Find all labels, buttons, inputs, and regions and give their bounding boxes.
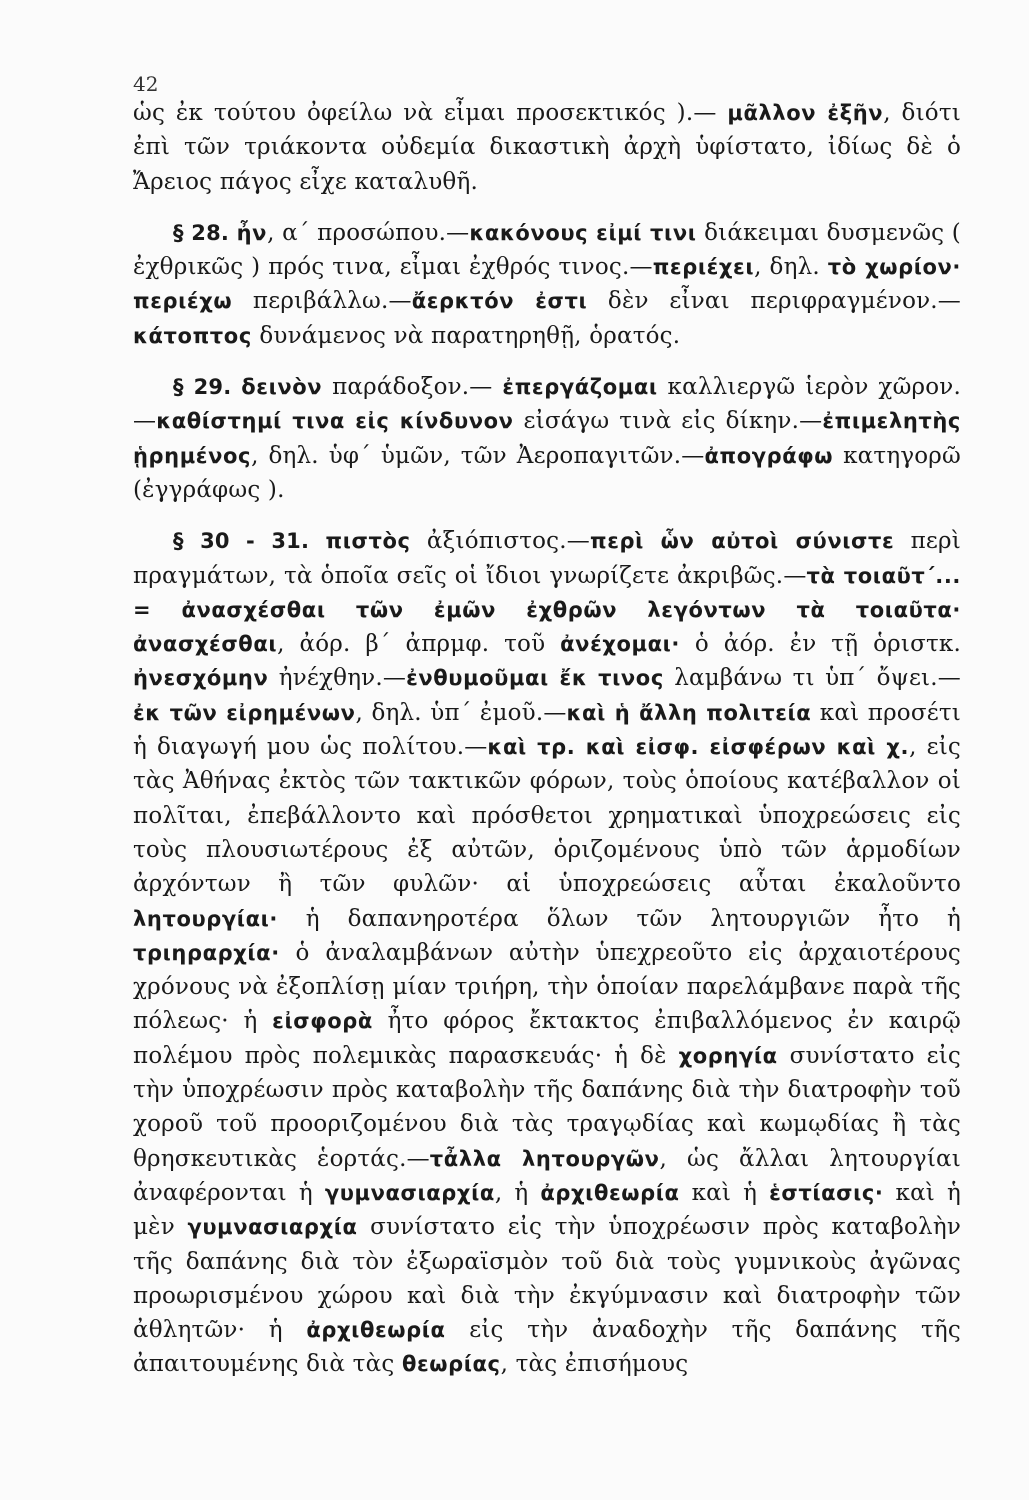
gloss-text: , ἀόρ. β΄ ἀπρμφ. τοῦ xyxy=(277,631,561,658)
gloss-text: , α΄ προσώπου.— xyxy=(267,219,470,246)
gloss-text: ἦτο φόρος ἔκτακτος ἐπιβαλλόμενος ἐν καιρῷ πολέμου πρὸς πολεμικὰς παρασκευάς· ἡ δὲ xyxy=(133,1008,962,1069)
gloss-text: ἡ δαπανηροτέρα ὅλων τῶν λητουργιῶν ἦτο ἡ xyxy=(277,905,961,932)
lemma-term: ἀπογράφω xyxy=(704,443,834,468)
section-number: § 30 - 31. xyxy=(173,529,326,554)
gloss-text: εἰς τὴν ἀναδοχὴν τῆς δαπάνης τῆς ἀπαιτουμένης διὰ τὰς xyxy=(133,1317,961,1378)
lemma-term: ἀνέχομαι· xyxy=(560,632,680,657)
gloss-text: , διότι ἐπὶ τῶν τριάκοντα οὐδεμία δικαστικὴ ἀρχὴ ὑφίστατο, ἰδίως δὲ ὁ Ἄρειος πάγος εἶχε καταλυθῆ. xyxy=(133,100,961,195)
lemma-term: καθίστημί τινα εἰς κίνδυνον xyxy=(156,409,514,434)
paragraph-sec-29 xyxy=(133,370,961,507)
gloss-text: περὶ πραγμάτων, τὰ ὁποῖα σεῖς οἱ ἴδιοι γνωρίζετε ἀκριβῶς.— xyxy=(133,528,961,589)
lemma-term: ἐπιμελητὴς ᾑρημένος xyxy=(133,409,961,468)
gloss-text: , εἰς τὰς Ἀθήνας ἐκτὸς τῶν τακτικῶν φόρων, τοὺς ὁποίους κατέβαλλον οἱ πολῖται, ἐπεβάλλοντο καὶ πρόσθετοι χρηματικαὶ ὑποχρεώσεις εἰς τοὺς πλουσιωτέρους ἐξ αὐτῶν, ὁριζομένους ὑπὸ τῶν ἁρμοδίων ἀρχόντων ἢ τῶν φυλῶν· αἱ ὑποχρεώσεις αὗται ἐκαλοῦντο xyxy=(133,734,961,898)
lemma-term: κακόνους εἰμί τινι xyxy=(469,220,697,245)
gloss-text: ὁ ἀόρ. ἐν τῇ ὁριστκ. xyxy=(680,631,961,658)
section-number: § 28. xyxy=(173,220,237,245)
gloss-text: ἠνέχθην.— xyxy=(268,665,407,692)
gloss-text: καὶ ἡ xyxy=(679,1179,770,1206)
lemma-term: καὶ τρ. καὶ εἰσφ. εἰσφέρων καὶ χ. xyxy=(487,735,910,760)
lemma-term: ἐνθυμοῦμαι ἔκ τινος xyxy=(406,666,664,691)
gloss-text: συνίστατο εἰς τὴν ὑποχρέωσιν πρὸς καταβολὴν τῆς δαπάνης διὰ τὸν ἐξωραϊσμὸν τοῦ διὰ τοὺς γυμνικοὺς ἀγῶνας προωρισμένου χώρου καὶ διὰ τὴν ἐκγύμνασιν καὶ διατροφὴν τῶν ἀθλητῶν· ἡ xyxy=(133,1214,962,1344)
lemma-term: λητουργίαι· xyxy=(133,906,278,931)
lemma-term: κάτοπτος xyxy=(133,323,252,348)
lemma-term: ἄερκτόν ἐστι xyxy=(411,289,588,314)
lemma-term: δεινὸν xyxy=(241,375,323,400)
lemma-term: καὶ ἡ ἄλλη πολιτεία xyxy=(566,700,812,725)
paragraph-sec-28 xyxy=(133,216,961,353)
gloss-text: ἀξιόπιστος.— xyxy=(410,528,590,555)
gloss-text: συνίστατο εἰς τὴν ὑποχρέωσιν πρὸς καταβολὴν τῆς δαπάνης διὰ τὴν διατροφὴν τοῦ χοροῦ τοῦ προοριζομένου διὰ τὰς τραγῳδίας καὶ κωμῳδίας ἢ τὰς θρησκευτικὰς ἑορτάς.— xyxy=(133,1042,961,1172)
lemma-term: ἐπεργάζομαι xyxy=(502,375,658,400)
lemma-term: πιστὸς xyxy=(325,529,411,554)
gloss-text: δυνάμενος νὰ παρατηρηθῇ, ὁρατός. xyxy=(251,322,681,349)
gloss-text: , ὡς ἄλλαι λητουργίαι ἀναφέρονται ἡ xyxy=(133,1145,961,1206)
lemma-term: τριηραρχία· xyxy=(133,940,280,965)
lemma-term: ἀρχιθεωρία xyxy=(540,1180,680,1205)
lemma-term: χορηγία xyxy=(678,1043,778,1068)
lemma-term: ἐκ τῶν εἰρημένων xyxy=(133,700,356,725)
lemma-term: περὶ ὧν αὐτοὶ σύνιστε xyxy=(589,529,895,554)
lemma-term: εἰσφορὰ xyxy=(272,1009,373,1034)
gloss-text: καὶ προσέτι ἡ διαγωγή μου ὡς πολίτου.— xyxy=(133,699,961,761)
section-number: § 29. xyxy=(173,375,242,400)
lemma-term: γυμνασιαρχία xyxy=(324,1180,495,1205)
page-number: 42 xyxy=(133,72,159,96)
gloss-text: διάκειμαι δυσμενῶς ( ἐχθρικῶς ) πρός τινα, εἶμαι ἐχθρός τινος.— xyxy=(133,219,961,281)
gloss-text: παράδοξον.— xyxy=(322,374,503,401)
lemma-term: ἑστίασις· xyxy=(769,1180,884,1205)
gloss-text: , δηλ. ὑπ΄ ἐμοῦ.— xyxy=(355,699,567,726)
lemma-term: ἠνεσχόμην xyxy=(133,666,269,691)
lemma-term: περιέχει xyxy=(652,255,755,280)
paragraph-sec-30-31 xyxy=(133,524,961,1381)
commentary-text xyxy=(133,96,961,1382)
gloss-text: κατηγορῶ (ἐγγράφως ). xyxy=(133,442,961,503)
gloss-text: , ἡ xyxy=(494,1179,541,1206)
lemma-term: θεωρίας xyxy=(401,1352,501,1377)
lemma-term: γυμνασιαρχία xyxy=(187,1215,358,1240)
gloss-text: καλλιεργῶ ἱερὸν χῶρον.— xyxy=(133,374,961,435)
gloss-text: περιβάλλω.— xyxy=(232,288,412,315)
lemma-term: ἦν xyxy=(236,220,268,245)
gloss-text: ὁ ἀναλαμβάνων αὐτὴν ὑπεχρεοῦτο εἰς ἀρχαιοτέρους χρόνους νὰ ἐξοπλίσῃ μίαν τριήρη, τὴν ὁποίαν παρελάμβανε παρὰ τῆς πόλεως· ἡ xyxy=(133,939,961,1035)
lemma-term: τὸ χωρίον· περιέχω xyxy=(133,255,961,314)
lemma-term: ἀρχιθεωρία xyxy=(306,1318,446,1343)
lemma-term: μᾶλλον ἐξῆν xyxy=(727,101,884,125)
gloss-text: , τὰς ἐπισήμους xyxy=(500,1351,689,1378)
gloss-text: καὶ ἡ μὲν xyxy=(133,1179,961,1241)
gloss-text: εἰσάγω τινὰ εἰς δίκην.— xyxy=(513,408,823,435)
gloss-text: ὡς ἐκ τούτου ὀφείλω νὰ εἶμαι προσεκτικός ).— xyxy=(133,100,728,126)
gloss-text: λαμβάνω τι ὑπ΄ ὄψει.— xyxy=(663,665,961,692)
paragraph-intro xyxy=(133,96,961,199)
lemma-term: τὰ τοιαῦτ΄... = ἀνασχέσθαι τῶν ἐμῶν ἐχθρῶν λεγόντων τὰ τοιαῦτα· ἀνασχέσθαι xyxy=(133,563,961,657)
lemma-term: τἆλλα λητουργῶν xyxy=(429,1146,660,1171)
gloss-text: , δηλ. xyxy=(754,254,828,281)
gloss-text: δὲν εἶναι περιφραγμένον.— xyxy=(587,288,962,315)
gloss-text: , δηλ. ὑφ΄ ὑμῶν, τῶν Ἀεροπαγιτῶν.— xyxy=(251,442,705,469)
